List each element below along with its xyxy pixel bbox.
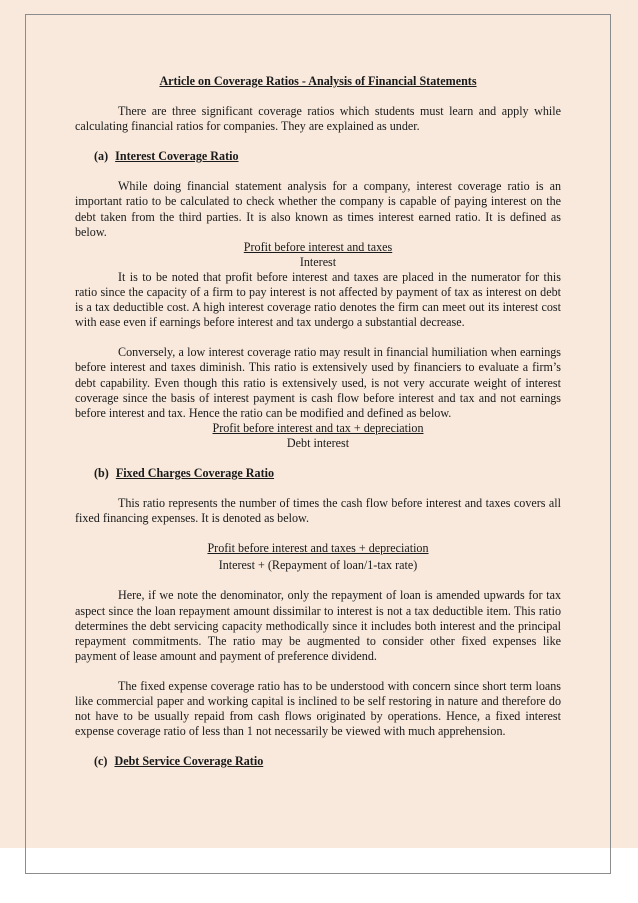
section-b-heading <box>94 466 561 481</box>
section-b-title: Fixed Charges Coverage Ratio <box>115 465 275 480</box>
formula-denominator: Interest + (Repayment of loan/1-tax rate) <box>218 558 418 573</box>
formula-denominator: Interest <box>299 254 337 269</box>
section-c-title: Debt Service Coverage Ratio <box>114 754 264 769</box>
section-b-paragraph-2: Here, if we note the denominator, only the repayment of loan is amended upwards for tax aspect since the loan repayment amount dissimilar to interest is not a tax deductible item. This ratio determines the debt servicing capacity methodically since it includes both interest and the principal repayment commitments. The ratio may be augmented to consider other fixed expenses like payment of lease amount and payment of preference dividend. <box>75 588 561 663</box>
formula-denominator: Debt interest <box>286 435 350 450</box>
document-body <box>75 74 561 784</box>
formula-numerator: Profit before interest and taxes + depreciation <box>207 541 429 556</box>
section-c-label: (c) <box>94 754 108 769</box>
section-b-paragraph-1: This ratio represents the number of times the cash flow before interest and taxes covers all fixed financing expenses. It is denoted as below. <box>75 496 561 526</box>
section-a-paragraph-2: It is to be noted that profit before interest and taxes are placed in the numerator for this ratio since the capacity of a firm to pay interest is not affected by payment of tax as interest on debt is a tax deductible cost. A high interest coverage ratio denotes the firm can meet out its interest cost with ease even if earnings before interest and tax undergo a substantial decrease. <box>75 269 561 330</box>
section-c-heading <box>94 754 561 769</box>
interest-coverage-formula <box>75 240 561 270</box>
section-a-heading <box>94 149 561 164</box>
formula-numerator: Profit before interest and tax + depreciation <box>212 420 424 435</box>
section-a-label: (a) <box>94 149 109 164</box>
document-title: Article on Coverage Ratios - Analysis of Financial Statements <box>159 74 477 88</box>
modified-interest-coverage-formula <box>75 421 561 451</box>
section-b-label: (b) <box>94 465 109 480</box>
section-a-title: Interest Coverage Ratio <box>115 149 239 164</box>
intro-paragraph: There are three significant coverage ratios which students must learn and apply while calculating financial ratios for companies. They are explained as under. <box>75 104 561 134</box>
section-b-paragraph-3: The fixed expense coverage ratio has to be understood with concern since short term loans like commercial paper and working capital is inclined to be self restoring in nature and therefore do not have to be usually repaid from cash flows originated by operations. Hence, a fixed interest expense coverage ratio of less than 1 not necessarily be viewed with much apprehension. <box>75 678 561 739</box>
fixed-charges-coverage-formula <box>75 541 561 573</box>
section-a-paragraph-3: Conversely, a low interest coverage ratio may result in financial humiliation when earnings before interest and taxes diminish. This ratio is extensively used by financiers to evaluate a firm’s debt capability. Even though this ratio is extensively used, is not very accurate weight of interest coverage since the basis of interest payment is cash flow before interest and tax and not earnings before interest and tax. Hence the ratio can be modified and defined as below. <box>75 345 561 420</box>
formula-numerator: Profit before interest and taxes <box>243 239 393 254</box>
section-a-paragraph-1: While doing financial statement analysis for a company, interest coverage ratio is an important ratio to be calculated to check whether the company is capable of paying interest on the debt taken from the third parties. It is also known as times interest earned ratio. It is defined as below. <box>75 179 561 239</box>
